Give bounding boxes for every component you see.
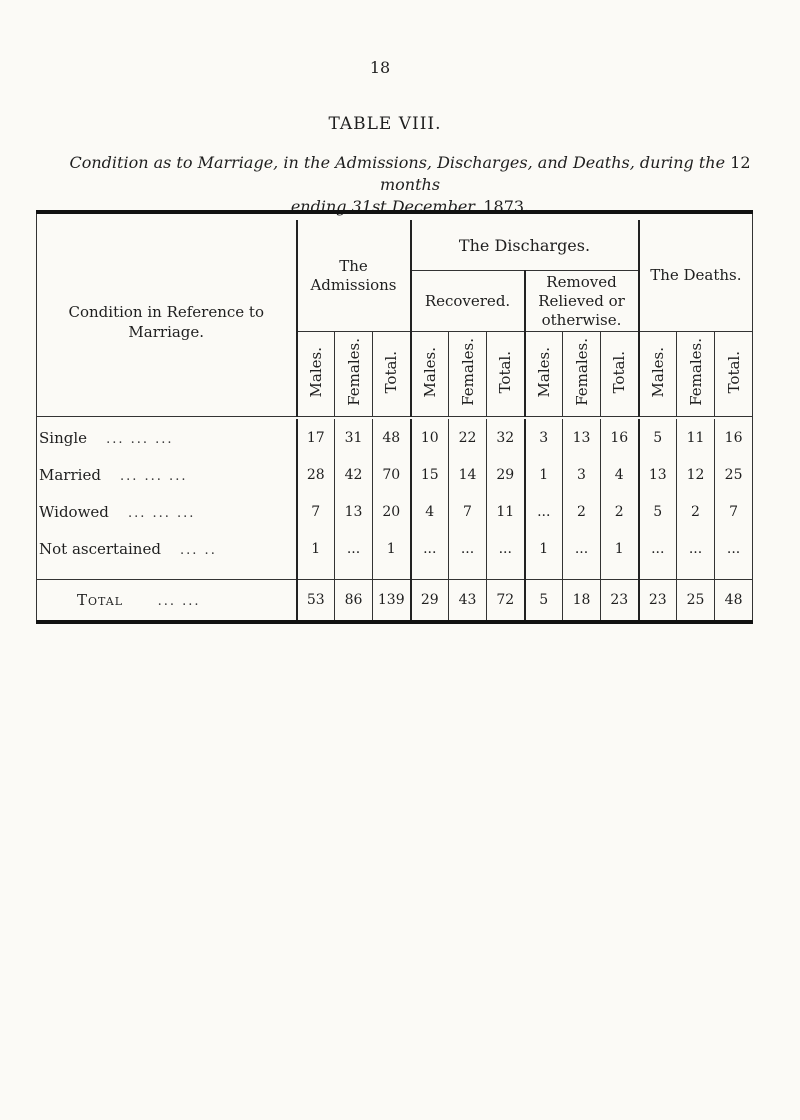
deaths-males-cell: ... <box>639 530 677 567</box>
removed-total-cell: 16 <box>601 419 639 456</box>
removed-females-cell: 2 <box>563 493 601 530</box>
deaths-females-header: Females. <box>677 332 715 417</box>
deaths-males-header: Males. <box>639 332 677 417</box>
table-row <box>37 419 753 456</box>
recovered-males-cell: 15 <box>411 456 449 493</box>
removed-total-cell: 4 <box>601 456 639 493</box>
recovered-males-cell: 10 <box>411 419 449 456</box>
caption-line2-start: ending <box>290 197 347 216</box>
removed-males-header: Males. <box>525 332 563 417</box>
removed-males-cell: 3 <box>525 419 563 456</box>
recovered-males-header: Males. <box>411 332 449 417</box>
total-admissions-total-cell: 139 <box>373 580 411 623</box>
row-label <box>37 419 297 456</box>
table-caption <box>60 152 760 218</box>
total-deaths-total-cell: 48 <box>715 580 753 623</box>
total-admissions-females-cell: 86 <box>335 580 373 623</box>
admissions-total-cell: 70 <box>373 456 411 493</box>
total-deaths-females-cell: 25 <box>677 580 715 623</box>
recovered-total-cell: 32 <box>487 419 525 456</box>
caption-day: 31st <box>351 197 387 216</box>
removed-females-cell: 3 <box>563 456 601 493</box>
page-number: 18 <box>369 58 391 77</box>
table-row <box>37 530 753 567</box>
recovered-males-cell: 4 <box>411 493 449 530</box>
total-recovered-total-cell: 72 <box>487 580 525 623</box>
deaths-header: The Deaths. <box>639 220 753 332</box>
deaths-females-cell: ... <box>677 530 715 567</box>
admissions-males-header: Males. <box>297 332 335 417</box>
row-label-text: Not ascertained <box>39 539 161 558</box>
admissions-females-cell: 31 <box>335 419 373 456</box>
caption-months-count: 12 <box>730 153 751 172</box>
removed-header: Removed Relieved or otherwise. <box>525 271 639 332</box>
row-label-text: Widowed <box>39 502 109 521</box>
total-removed-total-cell: 23 <box>601 580 639 623</box>
recovered-header: Recovered. <box>411 271 525 332</box>
removed-males-cell: ... <box>525 493 563 530</box>
removed-males-cell: 1 <box>525 456 563 493</box>
removed-total-cell: 2 <box>601 493 639 530</box>
total-recovered-males-cell: 29 <box>411 580 449 623</box>
total-label <box>37 580 297 623</box>
admissions-females-cell: 42 <box>335 456 373 493</box>
deaths-total-cell: 16 <box>715 419 753 456</box>
row-label <box>37 493 297 530</box>
marriage-table <box>36 210 753 624</box>
caption-year: 1873. <box>483 197 530 216</box>
admissions-total-cell: 1 <box>373 530 411 567</box>
row-label-text: Married <box>39 465 101 484</box>
condition-header: Condition in Reference to Marriage. <box>37 220 297 417</box>
table-title: TABLE VIII. <box>328 114 442 134</box>
admissions-total-header: Total. <box>373 332 411 417</box>
leader-dots: ... ... ... <box>120 468 188 484</box>
admissions-males-cell: 28 <box>297 456 335 493</box>
removed-females-header: Females. <box>563 332 601 417</box>
removed-males-cell: 1 <box>525 530 563 567</box>
leader-dots: ... ... <box>157 594 201 609</box>
total-deaths-males-cell: 23 <box>639 580 677 623</box>
recovered-females-cell: ... <box>449 530 487 567</box>
total-recovered-females-cell: 43 <box>449 580 487 623</box>
caption-line2-end: December, <box>391 197 479 216</box>
total-admissions-males-cell: 53 <box>297 580 335 623</box>
removed-females-cell: 13 <box>563 419 601 456</box>
caption-line1-end: months <box>379 175 441 194</box>
removed-females-cell: ... <box>563 530 601 567</box>
total-removed-females-cell: 18 <box>563 580 601 623</box>
admissions-header: The Admissions <box>297 220 411 332</box>
deaths-total-header: Total. <box>715 332 753 417</box>
deaths-males-cell: 5 <box>639 493 677 530</box>
admissions-females-cell: ... <box>335 530 373 567</box>
recovered-females-cell: 22 <box>449 419 487 456</box>
recovered-females-cell: 14 <box>449 456 487 493</box>
discharges-header: The Discharges. <box>411 220 639 271</box>
total-label-text: Total <box>77 591 124 609</box>
recovered-total-cell: 11 <box>487 493 525 530</box>
total-row <box>37 580 753 623</box>
caption-line1: Condition as to Marriage, in the Admissions, Discharges, and Deaths, during the <box>69 153 726 172</box>
deaths-total-cell: ... <box>715 530 753 567</box>
deaths-total-cell: 25 <box>715 456 753 493</box>
removed-total-cell: 1 <box>601 530 639 567</box>
deaths-males-cell: 5 <box>639 419 677 456</box>
leader-dots: ... ... ... <box>127 505 196 521</box>
leader-dots: ... ... ... <box>106 431 174 447</box>
leader-dots: ... .. <box>180 542 217 558</box>
deaths-total-cell: 7 <box>715 493 753 530</box>
admissions-males-cell: 1 <box>297 530 335 567</box>
deaths-females-cell: 11 <box>677 419 715 456</box>
admissions-males-cell: 17 <box>297 419 335 456</box>
deaths-females-cell: 12 <box>677 456 715 493</box>
admissions-total-cell: 48 <box>373 419 411 456</box>
table-row <box>37 456 753 493</box>
recovered-males-cell: ... <box>411 530 449 567</box>
row-label <box>37 530 297 567</box>
admissions-males-cell: 7 <box>297 493 335 530</box>
recovered-total-header: Total. <box>487 332 525 417</box>
recovered-females-cell: 7 <box>449 493 487 530</box>
admissions-females-cell: 13 <box>335 493 373 530</box>
table-row <box>37 493 753 530</box>
recovered-total-cell: ... <box>487 530 525 567</box>
removed-total-header: Total. <box>601 332 639 417</box>
admissions-females-header: Females. <box>335 332 373 417</box>
recovered-females-header: Females. <box>449 332 487 417</box>
recovered-total-cell: 29 <box>487 456 525 493</box>
admissions-total-cell: 20 <box>373 493 411 530</box>
row-label-text: Single <box>39 428 88 447</box>
row-label <box>37 456 297 493</box>
total-removed-males-cell: 5 <box>525 580 563 623</box>
deaths-females-cell: 2 <box>677 493 715 530</box>
deaths-males-cell: 13 <box>639 456 677 493</box>
